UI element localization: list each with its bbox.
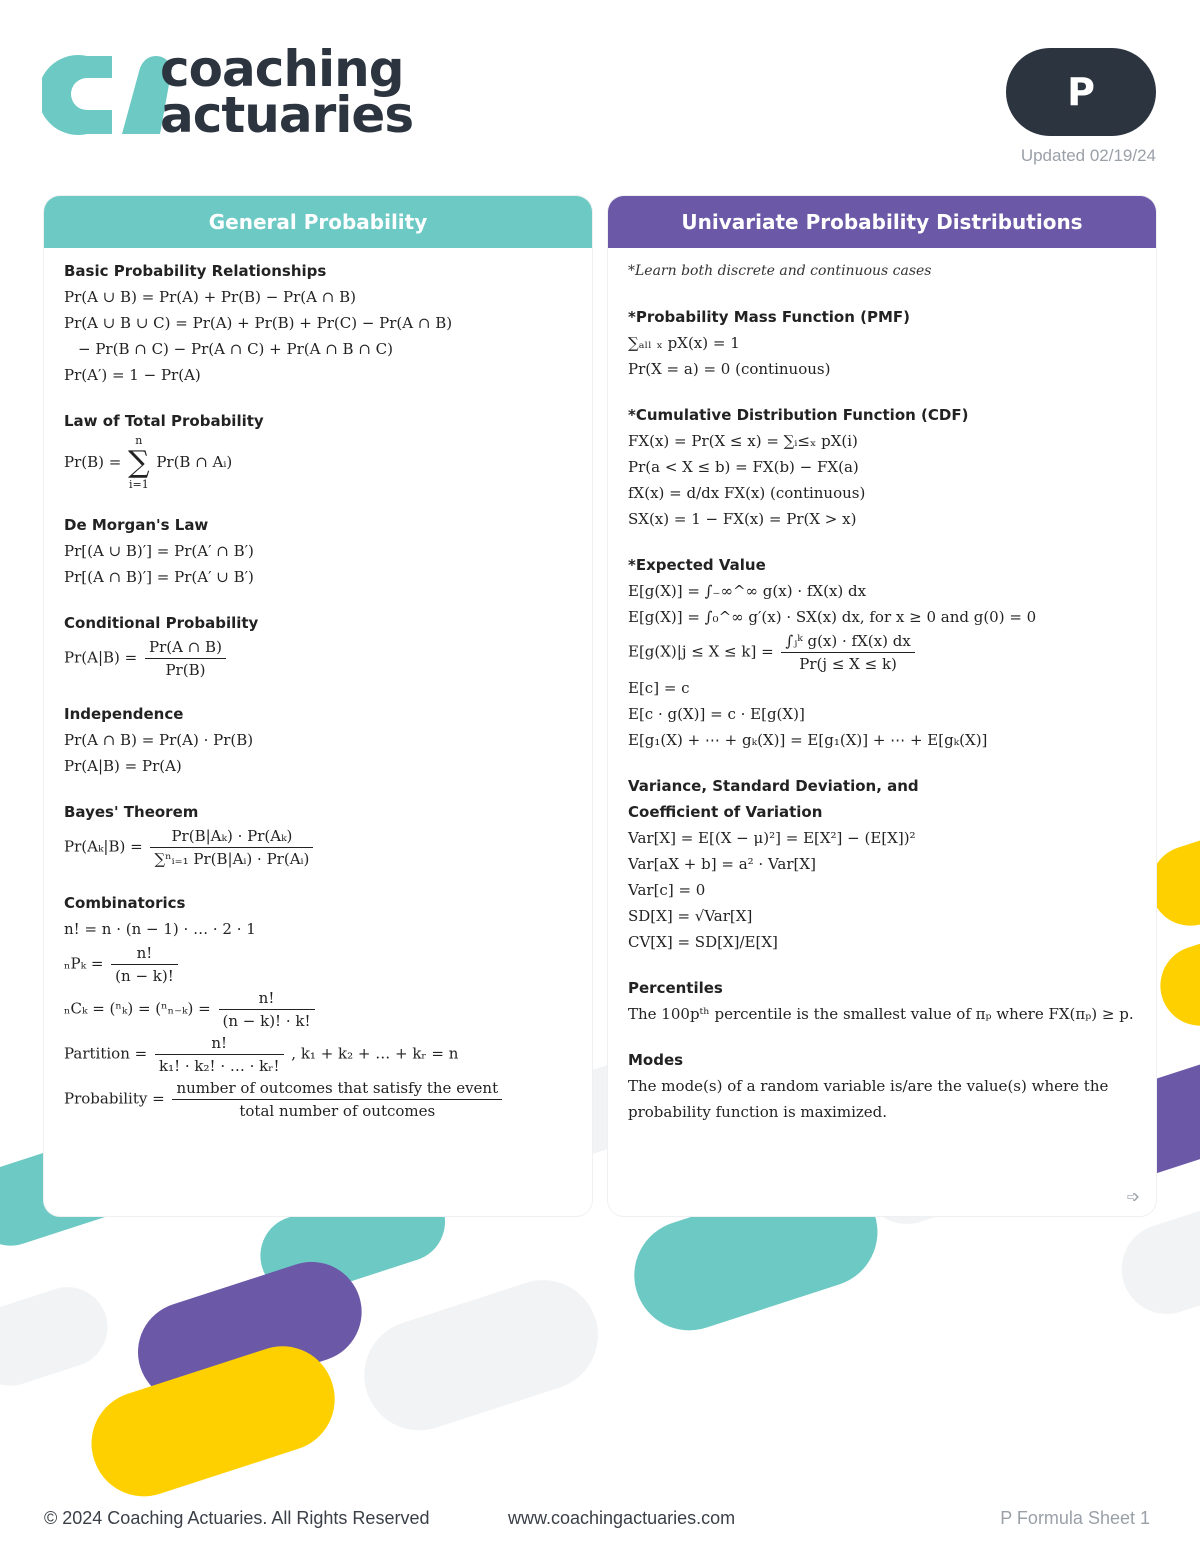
formula: Pr(A|B) = $\frac{Pr(A \cap B)}{Pr(B)}$ [64, 636, 572, 681]
section-title: *Probability Mass Function (PMF) [628, 308, 911, 326]
summation: n ∑ i=1 [128, 434, 150, 491]
formula: CV[X] = SD[X]/E[X] [628, 933, 778, 951]
formula: Partition = $\frac{n!}{\text{k₁! · k₂! · … · kᵣ!}}$ , k₁ + k₂ + … + kᵣ = n [64, 1034, 459, 1075]
formula: ₙCₖ = (ⁿₖ) = (ⁿₙ₋ₖ) = $\frac{n!}{(n - k)! \cdot k!}$ [64, 987, 572, 1032]
formula: Pr(A|B) = Pr(A) [64, 757, 182, 775]
section-title: Modes [628, 1051, 684, 1069]
formula: Pr(A ∩ B) = Pr(A) · Pr(B) [64, 731, 254, 749]
section-title: Basic Probability Relationships [64, 262, 327, 280]
formula: E[c · g(X)] = c · E[g(X)] [628, 705, 805, 723]
formula: Pr[(A ∩ B)′] = Pr(A′ ∪ B′) [64, 568, 254, 586]
formula: E[c] = c [628, 679, 690, 697]
univariate-distributions-panel [608, 196, 1156, 1216]
formula: E[g(X)] = ∫₀^∞ g′(x) · SX(x) dx, for x ≥ 0 and g(0) = 0 [628, 608, 1037, 626]
panel-header: Univariate Probability Distributions [608, 196, 1156, 248]
formula: − Pr(B ∩ C) − Pr(A ∩ C) + Pr(A ∩ B ∩ C) [78, 340, 394, 358]
updated-date: Updated 02/19/24 [1020, 146, 1156, 165]
next-arrow-icon[interactable]: ➩ [1126, 1187, 1140, 1206]
section-title: Coefficient of Variation [628, 803, 823, 821]
general-probability-panel [44, 196, 592, 1216]
note-text: *Learn both discrete and continuous cases [628, 263, 932, 279]
formula: Pr(A ∪ B) = Pr(A) + Pr(B) − Pr(A ∩ B) [64, 288, 356, 306]
formula: Var[aX + b] = a² · Var[X] [628, 855, 816, 873]
formula: E[g(X)|j ≤ X ≤ k] = $\frac{\text{∫ⱼᵏ g(x) · fX(x) dx}}{Pr(j \le X \le k)}$ [628, 630, 1136, 675]
footer-sheet-label: P Formula Sheet 1 [1000, 1508, 1150, 1528]
formula: SD[X] = √Var[X] [628, 907, 753, 925]
formula: E[g₁(X) + ⋯ + gₖ(X)] = E[g₁(X)] + ⋯ + E[gₖ(X)] [628, 731, 988, 749]
formula: Pr(X = a) = 0 (continuous) [628, 360, 831, 378]
footer-copyright: © 2024 Coaching Actuaries. All Rights Reserved [44, 1508, 430, 1528]
formula: Var[X] = E[(X − μ)²] = E[X²] − (E[X])² [628, 829, 916, 847]
formula: ₙPₖ = $\frac{n!}{(n - k)!}$ [64, 942, 572, 987]
section-title: Bayes' Theorem [64, 803, 199, 821]
formula: Pr(a < X ≤ b) = FX(b) − FX(a) [628, 458, 859, 476]
formula: Pr(B) = n ∑ i=1 Pr(B ∩ Aᵢ) [64, 434, 233, 491]
paragraph: The 100pᵗʰ percentile is the smallest value of πₚ where FX(πₚ) ≥ p. [628, 1005, 1134, 1023]
paragraph: The mode(s) of a random variable is/are the value(s) where the probability function is maximized. [628, 1077, 1109, 1121]
formula: Pr(A′) = 1 − Pr(A) [64, 366, 201, 384]
formula: Probability = $\frac{\text{number of outcomes that satisfy the event}}{\text{total number of outcomes}}$ [64, 1077, 572, 1122]
formula: Pr(A ∪ B ∪ C) = Pr(A) + Pr(B) + Pr(C) − Pr(A ∩ B) [64, 314, 453, 332]
formula: n! = n · (n − 1) · … · 2 · 1 [64, 920, 256, 938]
formula: Pr[(A ∪ B)′] = Pr(A′ ∩ B′) [64, 542, 254, 560]
section-title: *Expected Value [628, 556, 766, 574]
formula: fX(x) = d/dx FX(x) (continuous) [628, 484, 866, 502]
section-title: Law of Total Probability [64, 412, 264, 430]
formula: SX(x) = 1 − FX(x) = Pr(X > x) [628, 510, 857, 528]
formula: Var[c] = 0 [628, 881, 706, 899]
formula: Pr(Aₖ|B) = $\frac{\text{Pr(B|Aₖ) · Pr(Aₖ)}}{\text{∑ⁿᵢ₌₁ Pr(B|Aᵢ) · Pr(Aᵢ)}}$ [64, 825, 572, 870]
section-title: Conditional Probability [64, 614, 259, 632]
section-title: De Morgan's Law [64, 516, 209, 534]
exam-badge: P [1006, 48, 1156, 136]
panel-header: General Probability [44, 196, 592, 248]
logo-text: coaching actuaries [160, 40, 414, 144]
section-title: Independence [64, 705, 184, 723]
footer-url[interactable]: www.coachingactuaries.com [508, 1508, 736, 1528]
section-title: Variance, Standard Deviation, and [628, 777, 919, 795]
section-title: Percentiles [628, 979, 723, 997]
section-title: Combinatorics [64, 894, 186, 912]
section-title: *Cumulative Distribution Function (CDF) [628, 406, 969, 424]
formula: FX(x) = Pr(X ≤ x) = ∑ᵢ≤ₓ pX(i) [628, 432, 858, 450]
formula: E[g(X)] = ∫₋∞^∞ g(x) · fX(x) dx [628, 582, 867, 600]
formula: ∑ₐₗₗ ₓ pX(x) = 1 [628, 334, 740, 352]
